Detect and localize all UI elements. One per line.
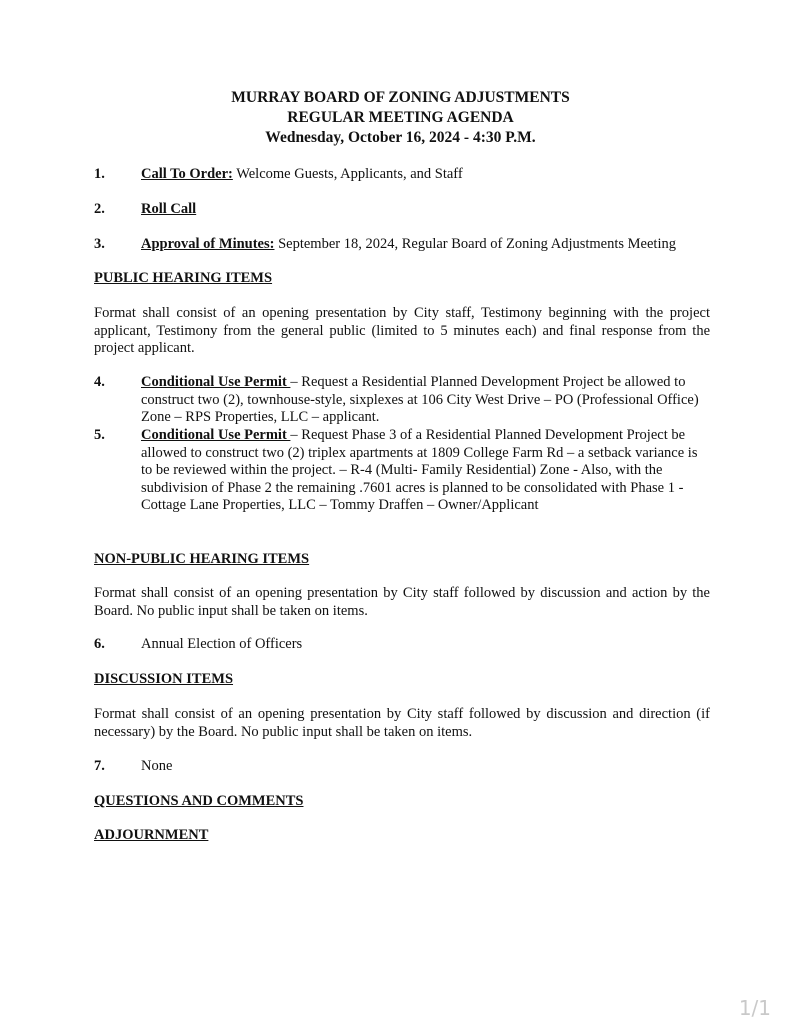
page-indicator: 1/1 [738, 996, 771, 1020]
item-1-text: Welcome Guests, Applicants, and Staff [232, 166, 463, 182]
section-discussion-title: DISCUSSION ITEMS [94, 671, 234, 687]
item-6: Annual Election of Officers [141, 636, 303, 652]
section-non-public-hearing-title: NON-PUBLIC HEARING ITEMS [94, 551, 310, 567]
item-2 [141, 201, 196, 219]
item-4-label: Conditional Use Permit [141, 374, 291, 390]
item-5-label: Conditional Use Permit [141, 427, 291, 443]
item-7-number: 7. [94, 758, 105, 774]
item-1 [141, 166, 463, 184]
item-5-number: 5. [94, 427, 105, 443]
item-4-number: 4. [94, 374, 105, 390]
item-4 [141, 374, 711, 427]
section-discussion-text: Format shall consist of an opening presentation by City staff followed by discussion and direction (if necessary) by the Board. No public input shall be taken on items. [94, 706, 710, 740]
header-date: Wednesday, October 16, 2024 - 4:30 P.M. [265, 129, 536, 146]
item-5 [141, 427, 711, 515]
section-public-hearing-text: Format shall consist of an opening presentation by City staff, Testimony beginning with the project applicant, Testimony from the general public (limited to 5 minutes each) and final response from the project applicant. [94, 305, 710, 356]
item-3-label: Approval of Minutes: [141, 236, 275, 252]
item-3-text: September 18, 2024, Regular Board of Zoning Adjustments Meeting [274, 236, 676, 252]
item-2-number: 2. [94, 201, 105, 217]
section-adjournment-title: ADJOURNMENT [94, 827, 209, 843]
header-subtitle: REGULAR MEETING AGENDA [287, 109, 514, 126]
item-5-text: – Request Phase 3 of a Residential Planned Development Project be allowed to construct two (2) triplex apartments at 1809 College Farm Rd – a setback variance is to be reviewed within the project. – R-4 (Multi- Family Residential) Zone - Also, with the subdivision of Phase 2 the remaining .7601 acres is planned to be consolidated with Phase 1 - Cottage Lane Properties, LLC – Tommy Draffen – Owner/Applicant [141, 427, 698, 513]
item-3 [141, 236, 676, 254]
section-questions-title: QUESTIONS AND COMMENTS [94, 793, 304, 809]
item-3-number: 3. [94, 236, 105, 252]
item-1-label: Call To Order: [141, 166, 233, 182]
section-non-public-hearing-text: Format shall consist of an opening presentation by City staff followed by discussion and action by the Board. No public input shall be taken on items. [94, 585, 710, 619]
section-public-hearing-title: PUBLIC HEARING ITEMS [94, 270, 273, 286]
item-6-number: 6. [94, 636, 105, 652]
item-1-number: 1. [94, 166, 105, 182]
item-7: None [141, 758, 173, 774]
header-title: MURRAY BOARD OF ZONING ADJUSTMENTS [231, 89, 570, 106]
agenda-header [0, 88, 801, 148]
item-4-text: – Request a Residential Planned Development Project be allowed to construct two (2), townhouse-style, sixplexes at 106 City West Drive – PO (Professional Office) Zone – RPS Properties, LLC – applicant. [141, 374, 699, 425]
item-2-label: Roll Call [141, 201, 197, 217]
